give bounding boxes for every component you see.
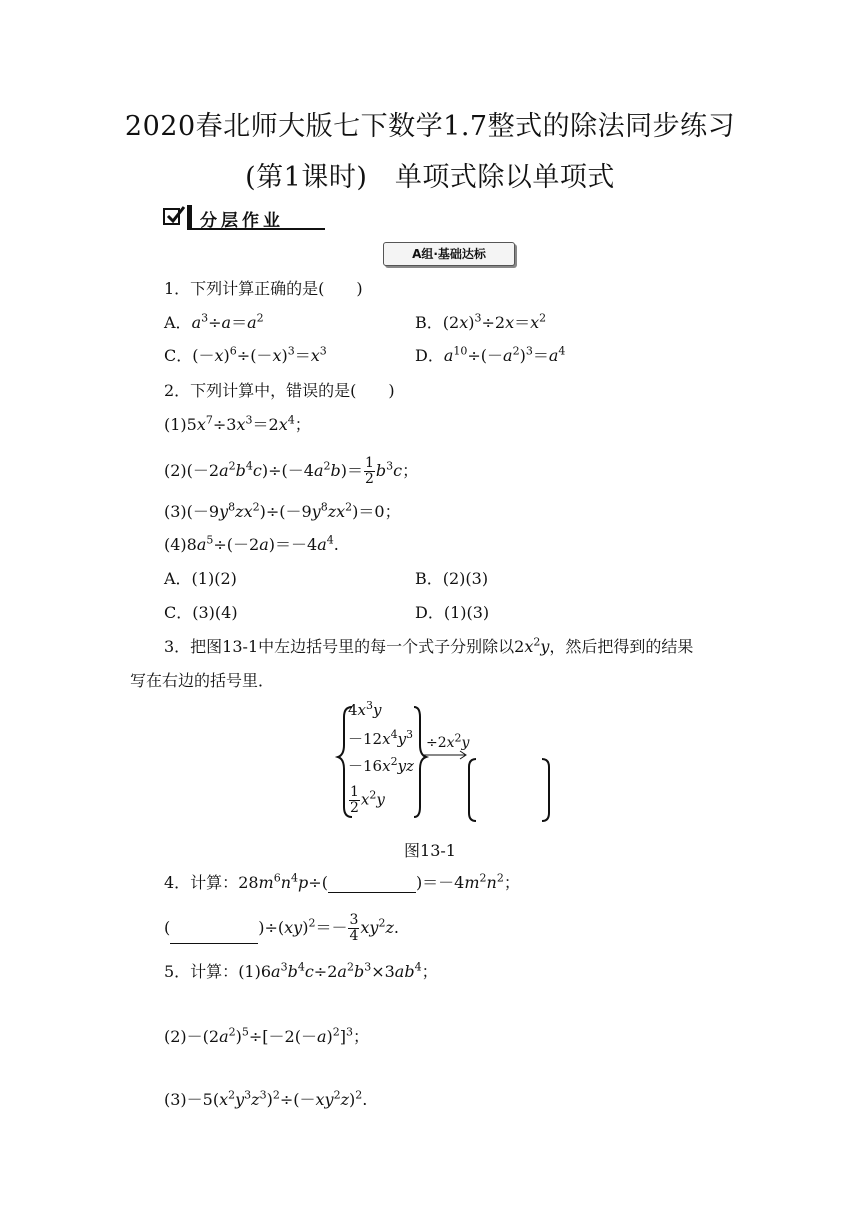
figure-caption: 图13-1 xyxy=(404,841,456,860)
q2-option-c: C．(3)(4) xyxy=(164,603,238,622)
q1-option-b: B．$(2x)^3\div 2x=x^2$ xyxy=(415,311,547,332)
q3-stem-line2: 写在右边的括号里． xyxy=(130,671,275,690)
group-badge: A组·基础达标 xyxy=(383,242,515,266)
q5-item-1: 5．计算：$(1)6a^3b^4c\div 2a^2b^3\times 3ab^4$； xyxy=(164,960,438,981)
q2-item-2: $(2)(-2a^2b^4c)\div(-4a^2b)=$ $\frac{1}{2}$ $b^3c$； xyxy=(164,455,419,487)
diagram-divisor: $\div 2x^2y$ xyxy=(426,731,470,751)
q1-stem: 1．下列计算正确的是( ) xyxy=(164,279,363,298)
title-line-2: (第1课时) 单项式除以单项式 xyxy=(245,162,615,193)
q4-line1: 4．计算：$28m^6n^4p\div$( )$=-4m^2n^2$； xyxy=(164,871,520,892)
q2-option-b: B．(2)(3) xyxy=(415,569,489,588)
figure-13-1 xyxy=(330,695,570,835)
diagram-term-3: $-16x^2yz$ xyxy=(348,755,414,775)
diagram-term-2: $-12x^4y^3$ xyxy=(348,728,414,748)
checkbox-icon xyxy=(163,208,180,225)
q2-option-a: A．(1)(2) xyxy=(164,569,237,588)
q5-item-2: $(2)-(2a^2)^5\div[-2(-a)^2]^3$； xyxy=(164,1025,370,1046)
q2-item-4: $(4)8a^5\div(-2a)=-4a^4$. xyxy=(164,533,339,554)
diagram-term-1: $4x^3y$ xyxy=(348,699,382,719)
q3-stem-line1: 3．把图13-1中左边括号里的每一个式子分别除以$2x^2y$，然后把得到的结果 xyxy=(164,635,694,656)
q1-option-c: C．$(-x)^6\div(-x)^3=x^3$ xyxy=(164,344,327,365)
title-line-1: 2020春北师大版七下数学1.7整式的除法同步练习 xyxy=(124,111,736,142)
q4-line2: ( )÷(xy)$^2$＝－ $\frac{3}{4}$ $xy^2z$. xyxy=(164,912,399,944)
q1-option-d: D．$a^{10}\div(-a^2)^3=a^4$ xyxy=(415,344,566,365)
q1-option-a: A．$a^3\div a=a^2$ xyxy=(164,311,264,332)
q2-item-3: $(3)(-9y^8zx^2)\div(-9y^8zx^2)=0$； xyxy=(164,500,401,521)
section-label: 分层作业 xyxy=(200,211,284,231)
section-header xyxy=(163,205,325,232)
q2-item-1: $(1)5x^7\div 3x^3=2x^4$； xyxy=(164,413,311,434)
diagram-term-4: $\frac{1}{2}$ $x^2y$ xyxy=(350,784,385,816)
q5-item-3: $(3)-5(x^2y^3z^3)^2\div(-xy^2z)^2$. xyxy=(164,1088,368,1109)
q2-option-d: D．(1)(3) xyxy=(415,603,490,622)
q2-stem: 2．下列计算中，错误的是( ) xyxy=(164,381,395,400)
